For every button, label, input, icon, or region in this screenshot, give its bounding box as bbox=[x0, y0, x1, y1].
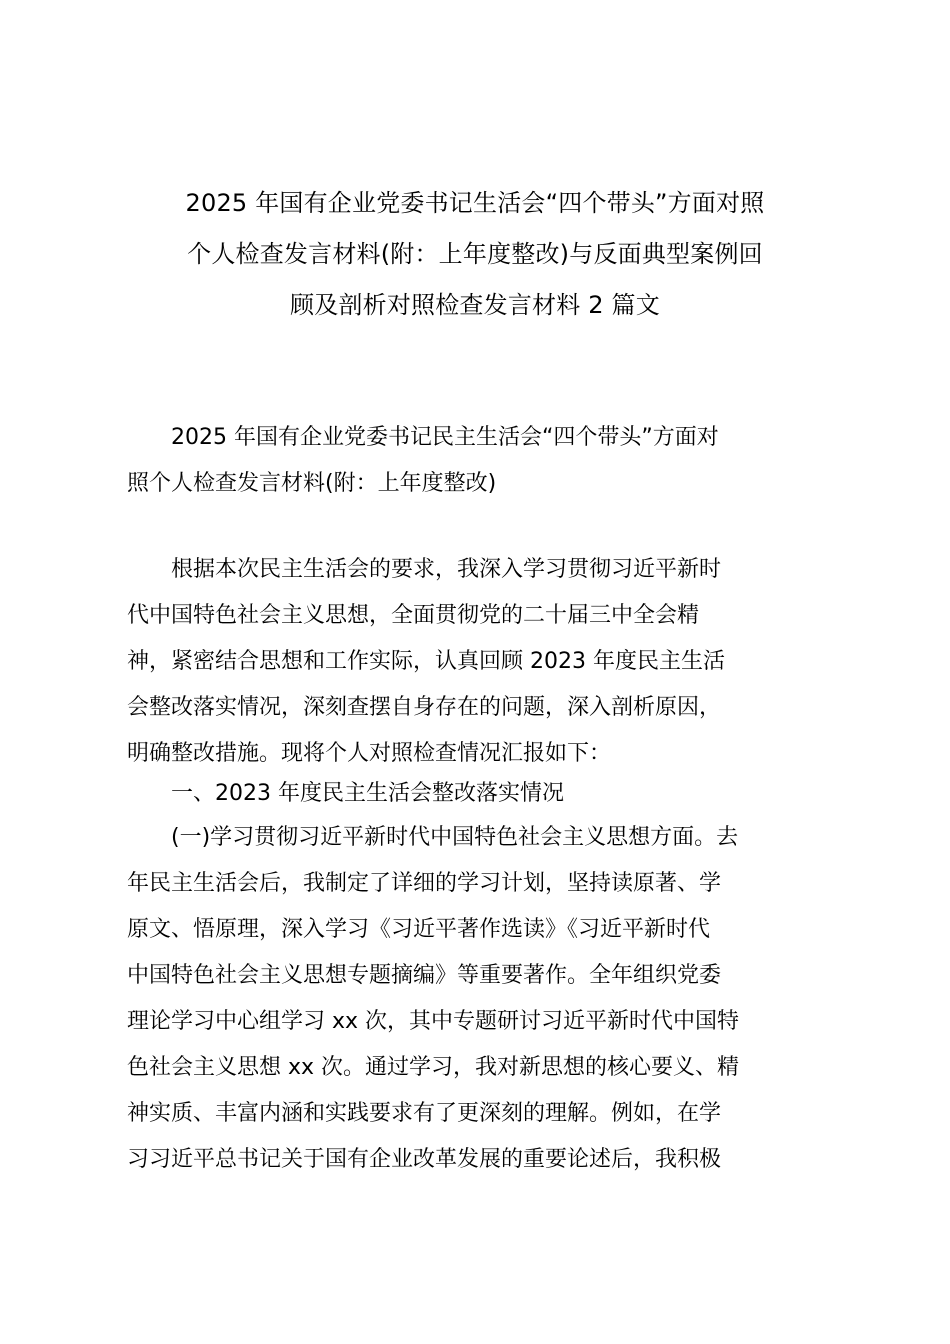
title-line: 顾及剖析对照检查发言材料 2 篇文 bbox=[290, 291, 660, 319]
document-title bbox=[120, 178, 830, 331]
paragraph-line: 神实质、丰富内涵和实践要求有了更深刻的理解。例如，在学 bbox=[127, 1101, 722, 1126]
subtitle-line: 照个人检查发言材料(附：上年度整改) bbox=[127, 471, 497, 496]
paragraph-line: 会整改落实情况，深刻查摆自身存在的问题，深入剖析原因， bbox=[127, 695, 722, 720]
heading-line: 一、2023 年度民主生活会整改落实情况 bbox=[127, 781, 564, 806]
paragraph-line: 原文、悟原理，深入学习《习近平著作选读》《习近平新时代 bbox=[127, 917, 711, 942]
section-subtitle bbox=[127, 415, 830, 507]
subtitle-line: 2025 年国有企业党委书记民主生活会“四个带头”方面对 bbox=[127, 425, 719, 450]
title-line: 2025 年国有企业党委书记生活会“四个带头”方面对照 bbox=[185, 189, 765, 217]
paragraph-line: 年民主生活会后，我制定了详细的学习计划，坚持读原著、学 bbox=[127, 871, 722, 896]
paragraph-line: 习习近平总书记关于国有企业改革发展的重要论述后，我积极 bbox=[127, 1147, 722, 1172]
paragraph-line: 代中国特色社会主义思想，全面贯彻党的二十届三中全会精 bbox=[127, 603, 700, 628]
paragraph-line: 根据本次民主生活会的要求，我深入学习贯彻习近平新时 bbox=[127, 557, 722, 582]
paragraph-line: 明确整改措施。现将个人对照检查情况汇报如下： bbox=[127, 741, 612, 766]
paragraph-line: 神，紧密结合思想和工作实际，认真回顾 2023 年度民主生活 bbox=[127, 649, 725, 674]
paragraph-line: 中国特色社会主义思想专题摘编》等重要著作。全年组织党委 bbox=[127, 963, 722, 988]
section1-paragraph bbox=[127, 815, 830, 1183]
paragraph-line: (一)学习贯彻习近平新时代中国特色社会主义思想方面。去 bbox=[127, 825, 739, 850]
title-line: 个人检查发言材料(附：上年度整改)与反面典型案例回 bbox=[187, 240, 763, 268]
intro-paragraph bbox=[127, 547, 830, 777]
section-heading bbox=[127, 771, 830, 817]
paragraph-line: 理论学习中心组学习 xx 次，其中专题研讨习近平新时代中国特 bbox=[127, 1009, 740, 1034]
paragraph-line: 色社会主义思想 xx 次。通过学习，我对新思想的核心要义、精 bbox=[127, 1055, 740, 1080]
